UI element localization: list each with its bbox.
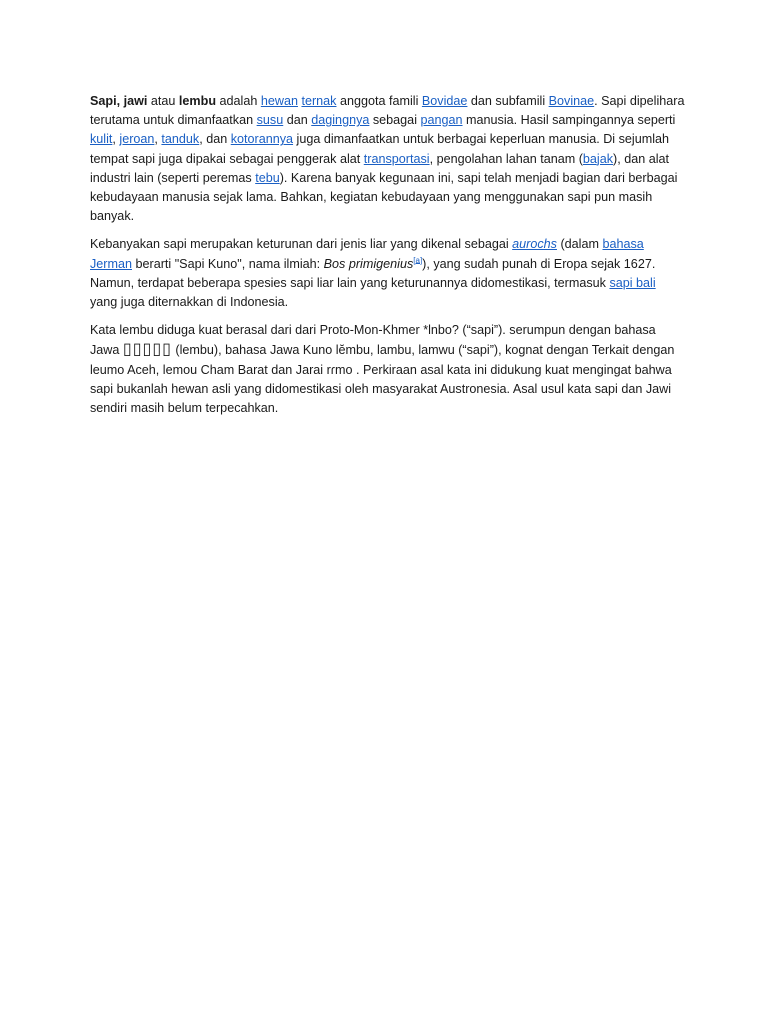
paragraph-1: Sapi, jawi atau lembu adalah hewan ternak anggota famili Bovidae dan subfamili Bovinae. Sapi dipelihara terutama untuk dimanfaatkan susu dan dagingnya sebagai pangan manusia. Hasil sampingannya seperti kulit, jeroan, tanduk, dan kotorannya juga dimanfaatkan untuk berbagai keperluan manusia. Di sejumlah tempat sapi juga dipakai sebagai penggerak alat transportasi, pengolahan lahan tanam (bajak), dan alat industri lain (seperti peremas tebu). Karena banyak kegunaan ini, sapi telah menjadi bagian dari berbagai kebudayaan manusia sejak lama. Bahkan, kegiatan kebudayaan yang menggunakan sapi pun masih banyak. (90, 94, 685, 224)
link-bovinae[interactable]: Bovinae (548, 94, 595, 108)
link-aurochs[interactable]: aurochs (512, 237, 557, 252)
article-body (90, 92, 686, 427)
paragraph-3: Kata lembu diduga kuat berasal dari dari Proto-Mon-Khmer *lnbo? (“sapi”). serumpun dengan bahasa Jawa ▯▯▯▯▯ (lembu), bahasa Jawa Kuno lĕmbu, lambu, lamwu (“sapi”), kognat dengan Terkait dengan leumo Aceh, lemou Cham Barat dan Jarai rɾmo . Perkiraan asal kata ini didukung kuat mengingat bahwa sapi bukanlah hewan asli yang didomestikasi oleh masyarakat Austronesia. Asal usul kata sapi dan Jawi sendiri masih belum terpecahkan. (90, 323, 675, 416)
link-bovidae[interactable]: Bovidae (421, 94, 468, 108)
link-tanduk[interactable]: tanduk (161, 132, 200, 147)
javanese-script-glyphs: ▯▯▯▯▯ (122, 341, 172, 359)
link-pangan[interactable]: pangan (420, 113, 463, 128)
link-kotorannya[interactable]: kotorannya (230, 132, 294, 147)
paragraph-2: Kebanyakan sapi merupakan keturunan dari jenis liar yang dikenal sebagai aurochs (dalam bahasa Jerman berarti "Sapi Kuno", nama ilmiah: Bos primigenius[a]), yang sudah punah di Eropa sejak 1627. Namun, terdapat beberapa spesies sapi liar lain yang keturunannya didomestikasi, termasuk sapi bali yang juga diternakkan di Indonesia. (90, 237, 656, 310)
link-hewan[interactable]: hewan (260, 94, 298, 108)
link-bahasa-jerman[interactable]: bahasa Jerman (90, 237, 644, 271)
link-transportasi[interactable]: transportasi (363, 151, 430, 166)
reference-link[interactable]: [a] (413, 255, 423, 265)
term-lembu: lembu (178, 94, 217, 108)
link-jeroan[interactable]: jeroan (119, 132, 155, 147)
link-ternak[interactable]: ternak (301, 94, 337, 108)
scientific-name: Bos primigenius (323, 256, 414, 271)
link-sapi-bali[interactable]: sapi bali (609, 275, 656, 290)
term-sapi-jawi: Sapi, jawi (90, 94, 148, 108)
link-susu[interactable]: susu (256, 113, 284, 128)
link-dagingnya[interactable]: dagingnya (311, 113, 370, 128)
link-tebu[interactable]: tebu (255, 170, 280, 185)
link-bajak[interactable]: bajak (582, 151, 614, 166)
link-kulit[interactable]: kulit (90, 132, 113, 147)
